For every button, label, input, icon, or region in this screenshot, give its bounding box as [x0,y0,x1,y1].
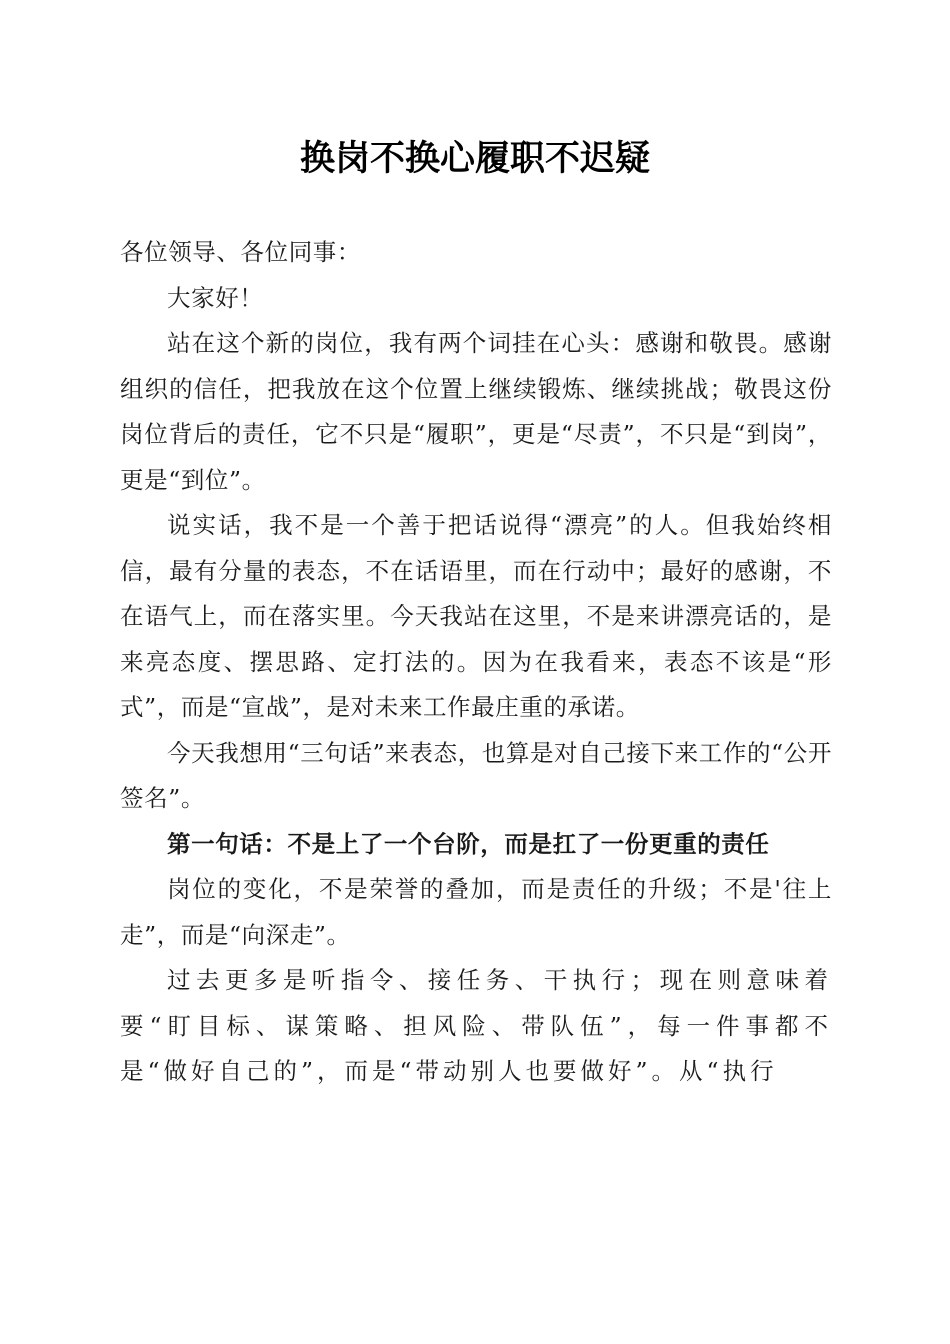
section-heading: 第一句话：不是上了一个台阶，而是扛了一份更重的责任 [167,829,770,858]
paragraph-3: 今天我想用“三句话”来表态，也算是对自己接下来工作的“公开签名”。 [120,738,832,812]
greeting: 大家好！ [167,283,264,312]
section-paragraph-1: 岗位的变化，不是荣誉的叠加，而是责任的升级；不是'往上走”，而是“向深走”。 [120,875,832,949]
document-body [120,230,832,1095]
salutation: 各位领导、各位同事： [120,238,361,266]
section-paragraph-2: 过去更多是听指令、接任务、干执行；现在则意味着要“盯目标、谋策略、担风险、带队伍”，每一件事都不是“做好自己的”，而是“带动别人也要做好”。从“执行 [120,966,832,1085]
document-title: 换岗不换心履职不迟疑 [299,138,650,179]
paragraph-2: 说实话，我不是一个善于把话说得“漂亮”的人。但我始终相信，最有分量的表态，不在话语里，而在行动中；最好的感谢，不在语气上，而在落实里。今天我站在这里，不是来讲漂亮话的，是来亮态度、摆思路、定打法的。因为在我看来，表态不该是“形式”，而是“宣战”，是对未来工作最庄重的承诺。 [120,511,832,721]
paragraph-1: 站在这个新的岗位，我有两个词挂在心头：感谢和敬畏。感谢组织的信任，把我放在这个位置上继续锻炼、继续挑战；敬畏这份岗位背后的责任，它不只是“履职”，更是“尽责”，不只是“到岗”，更是“到位”。 [120,329,832,494]
